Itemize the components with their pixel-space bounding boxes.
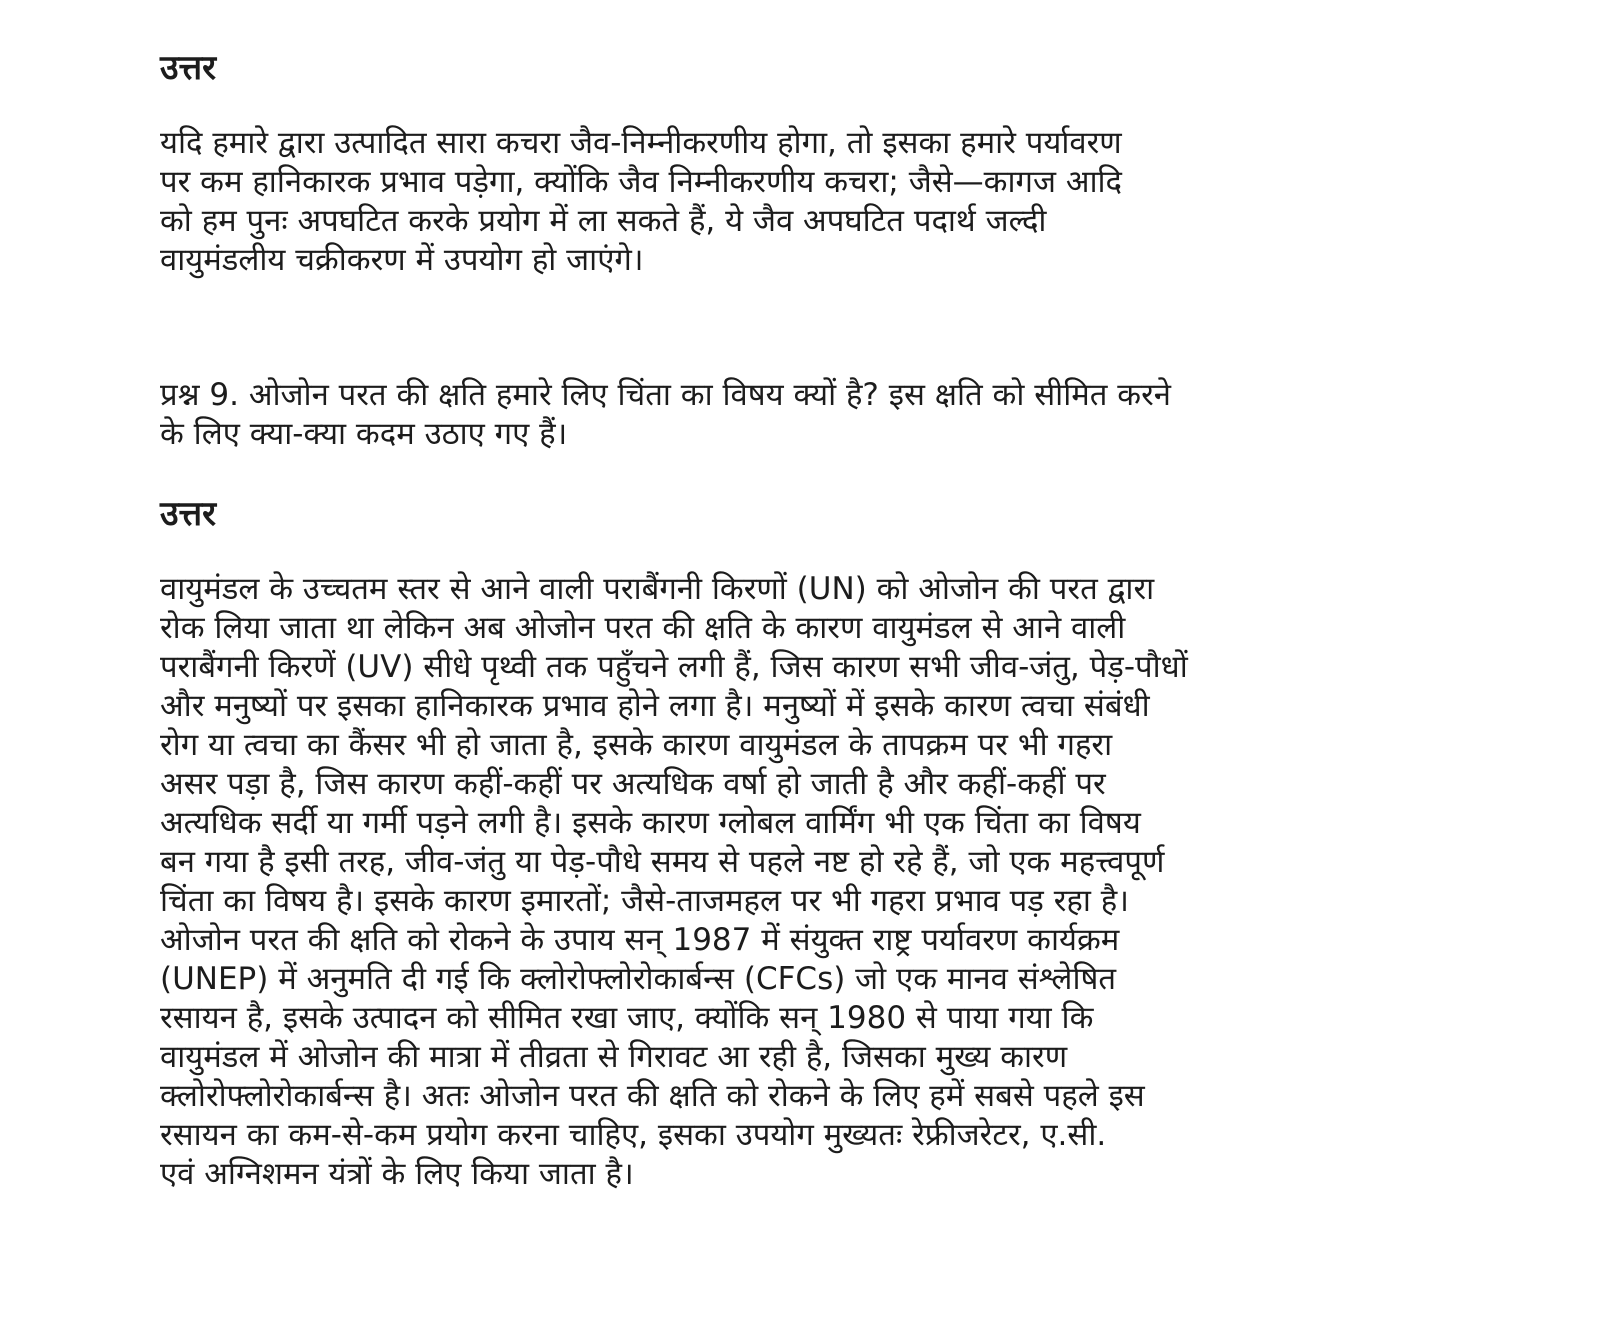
text-line: एवं अग्निशमन यंत्रों के लिए किया जाता है। [160,1156,634,1192]
text-line: वायुमंडल के उच्चतम स्तर से आने वाली पराबैंगनी किरणों (UN) को ओजोन की परत द्वारा [160,571,1155,607]
text-line: यदि हमारे द्वारा उत्पादित सारा कचरा जैव-निम्नीकरणीय होगा, तो इसका हमारे पर्यावरण [160,125,1122,161]
text-line: क्लोरोफ्लोरोकार्बन्स है। अतः ओजोन परत की क्षति को रोकने के लिए हमें सबसे पहले इस [160,1078,1145,1114]
answer-heading-2: उत्तर [160,494,217,534]
text-line: असर पड़ा है, जिस कारण कहीं-कहीं पर अत्यधिक वर्षा हो जाती है और कहीं-कहीं पर [160,766,1106,802]
text-line: अत्यधिक सर्दी या गर्मी पड़ने लगी है। इसके कारण ग्लोबल वार्मिंग भी एक चिंता का विषय [160,805,1141,841]
text-line: प्रश्न 9. ओजोन परत की क्षति हमारे लिए चिंता का विषय क्यों है? इस क्षति को सीमित करने [160,377,1171,413]
text-line: चिंता का विषय है। इसके कारण इमारतों; जैसे-ताजमहल पर भी गहरा प्रभाव पड़ रहा है। [160,883,1129,919]
text-line: रोग या त्वचा का कैंसर भी हो जाता है, इसके कारण वायुमंडल के तापक्रम पर भी गहरा [160,727,1113,763]
text-line: वायुमंडल में ओजोन की मात्रा में तीव्रता से गिरावट आ रही है, जिसका मुख्य कारण [160,1039,1068,1075]
answer-paragraph-1 [160,124,1122,280]
text-line: रोक लिया जाता था लेकिन अब ओजोन परत की क्षति के कारण वायुमंडल से आने वाली [160,610,1126,646]
text-line: और मनुष्यों पर इसका हानिकारक प्रभाव होने लगा है। मनुष्यों में इसके कारण त्वचा संबंधी [160,688,1150,724]
text-line: वायुमंडलीय चक्रीकरण में उपयोग हो जाएंगे। [160,242,644,278]
answer-paragraph-2 [160,570,1188,1194]
text-line: पर कम हानिकारक प्रभाव पड़ेगा, क्योंकि जैव निम्नीकरणीय कचरा; जैसे—कागज आदि [160,164,1123,200]
text-line: बन गया है इसी तरह, जीव-जंतु या पेड़-पौधे समय से पहले नष्ट हो रहे हैं, जो एक महत्त्वपूर्ण [160,844,1165,880]
text-line: पराबैंगनी किरणें (UV) सीधे पृथ्वी तक पहुँचने लगी हैं, जिस कारण सभी जीव-जंतु, पेड़-पौधों [160,649,1188,685]
answer-heading-1: उत्तर [160,48,217,88]
text-line: रसायन है, इसके उत्पादन को सीमित रखा जाए, क्योंकि सन् 1980 से पाया गया कि [160,1000,1094,1036]
text-line: को हम पुनः अपघटित करके प्रयोग में ला सकते हैं, ये जैव अपघटित पदार्थ जल्दी [160,203,1047,239]
text-line: रसायन का कम-से-कम प्रयोग करना चाहिए, इसका उपयोग मुख्यतः रेफ्रीजरेटर, ए.सी. [160,1117,1107,1153]
text-line: ओजोन परत की क्षति को रोकने के उपाय सन् 1987 में संयुक्त राष्ट्र पर्यावरण कार्यक्रम [160,922,1120,958]
text-line: के लिए क्या-क्या कदम उठाए गए हैं। [160,416,568,452]
question-9 [160,376,1171,454]
text-line: (UNEP) में अनुमति दी गई कि क्लोरोफ्लोरोकार्बन्स (CFCs) जो एक मानव संश्लेषित [160,961,1117,997]
